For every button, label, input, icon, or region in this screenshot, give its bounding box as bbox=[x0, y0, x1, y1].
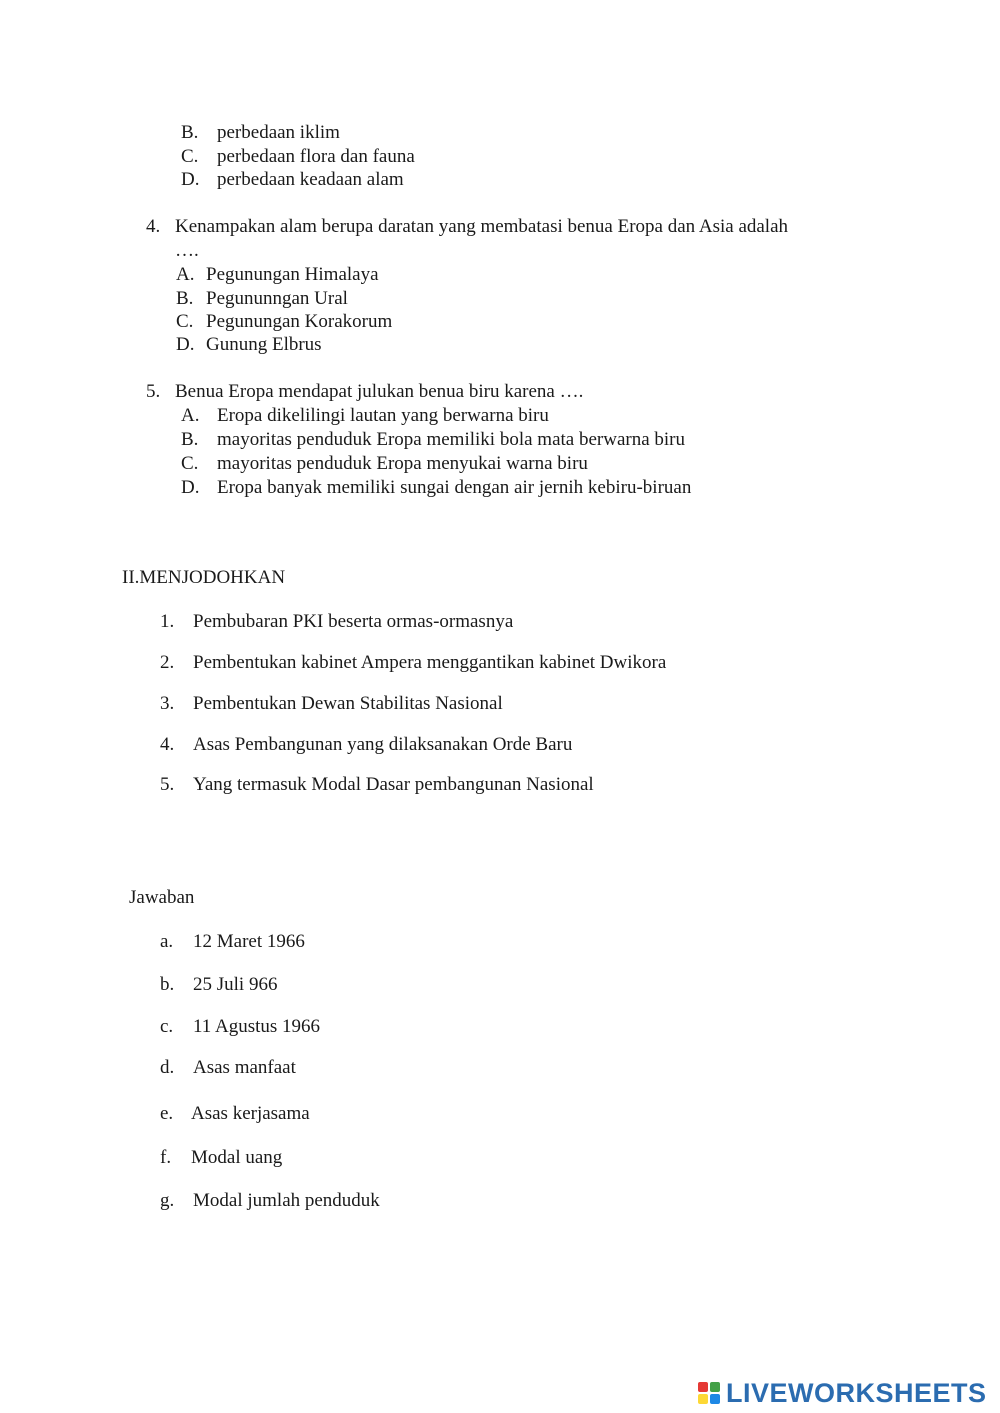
answer-f-letter: f. bbox=[160, 1147, 172, 1168]
q3-option-b-letter: B. bbox=[181, 122, 199, 143]
answer-a-text: 12 Maret 1966 bbox=[193, 931, 305, 952]
q5-option-c-letter: C. bbox=[181, 453, 199, 474]
q4-option-a-text: Pegunungan Himalaya bbox=[206, 264, 379, 285]
answer-c-letter: c. bbox=[160, 1016, 174, 1037]
q3-option-c-letter: C. bbox=[181, 146, 199, 167]
matching-item-3-number: 3. bbox=[160, 693, 175, 714]
q5-option-c-text: mayoritas penduduk Eropa menyukai warna biru bbox=[217, 453, 588, 474]
matching-item-1-number: 1. bbox=[160, 611, 175, 632]
answers-heading: Jawaban bbox=[129, 887, 195, 908]
q4-text: Kenampakan alam berupa daratan yang membatasi benua Eropa dan Asia adalah bbox=[175, 216, 789, 237]
q5-option-b-letter: B. bbox=[181, 429, 199, 450]
logo-square-yellow bbox=[698, 1394, 708, 1404]
answer-e-letter: e. bbox=[160, 1103, 174, 1124]
matching-item-4-number: 4. bbox=[160, 734, 175, 755]
section-heading: II.MENJODOHKAN bbox=[122, 567, 286, 588]
answer-e-text: Asas kerjasama bbox=[191, 1103, 310, 1124]
q4-ellipsis: …. bbox=[175, 240, 199, 261]
q5-option-a-letter: A. bbox=[181, 405, 200, 426]
matching-item-5-text: Yang termasuk Modal Dasar pembangunan Nasional bbox=[193, 774, 594, 795]
q4-option-b-text: Pegununngan Ural bbox=[206, 288, 348, 309]
matching-item-5-number: 5. bbox=[160, 774, 175, 795]
q5-option-d-text: Eropa banyak memiliki sungai dengan air jernih kebiru-biruan bbox=[217, 477, 692, 498]
liveworksheets-logo bbox=[698, 1378, 987, 1408]
q4-number: 4. bbox=[146, 216, 161, 237]
q4-option-a-letter: A. bbox=[176, 264, 195, 285]
answer-g-letter: g. bbox=[160, 1190, 175, 1211]
answer-b-letter: b. bbox=[160, 974, 175, 995]
matching-item-2-number: 2. bbox=[160, 652, 175, 673]
q4-option-d-text: Gunung Elbrus bbox=[206, 334, 322, 355]
q3-option-d-text: perbedaan keadaan alam bbox=[217, 169, 404, 190]
logo-mark-icon bbox=[698, 1382, 720, 1404]
matching-item-1-text: Pembubaran PKI beserta ormas-ormasnya bbox=[193, 611, 514, 632]
logo-square-blue bbox=[710, 1394, 720, 1404]
q3-option-c-text: perbedaan flora dan fauna bbox=[217, 146, 415, 167]
q4-option-c-text: Pegunungan Korakorum bbox=[206, 311, 393, 332]
q3-option-b-text: perbedaan iklim bbox=[217, 122, 340, 143]
q4-option-d-letter: D. bbox=[176, 334, 195, 355]
answer-d-text: Asas manfaat bbox=[193, 1057, 296, 1078]
logo-text: LIVEWORKSHEETS bbox=[726, 1377, 987, 1408]
q5-text: Benua Eropa mendapat julukan benua biru karena …. bbox=[175, 381, 584, 402]
q5-number: 5. bbox=[146, 381, 161, 402]
answer-d-letter: d. bbox=[160, 1057, 175, 1078]
logo-square-green bbox=[710, 1382, 720, 1392]
q5-option-a-text: Eropa dikelilingi lautan yang berwarna biru bbox=[217, 405, 549, 426]
q5-option-b-text: mayoritas penduduk Eropa memiliki bola mata berwarna biru bbox=[217, 429, 685, 450]
matching-item-2-text: Pembentukan kabinet Ampera menggantikan kabinet Dwikora bbox=[193, 652, 667, 673]
answer-c-text: 11 Agustus 1966 bbox=[193, 1016, 321, 1037]
matching-item-3-text: Pembentukan Dewan Stabilitas Nasional bbox=[193, 693, 503, 714]
answer-g-text: Modal jumlah penduduk bbox=[193, 1190, 380, 1211]
q4-option-c-letter: C. bbox=[176, 311, 194, 332]
q3-option-d-letter: D. bbox=[181, 169, 200, 190]
matching-item-4-text: Asas Pembangunan yang dilaksanakan Orde Baru bbox=[193, 734, 573, 755]
answer-f-text: Modal uang bbox=[191, 1147, 283, 1168]
q4-option-b-letter: B. bbox=[176, 288, 194, 309]
logo-square-red bbox=[698, 1382, 708, 1392]
answer-b-text: 25 Juli 966 bbox=[193, 974, 278, 995]
answer-a-letter: a. bbox=[160, 931, 174, 952]
q5-option-d-letter: D. bbox=[181, 477, 200, 498]
